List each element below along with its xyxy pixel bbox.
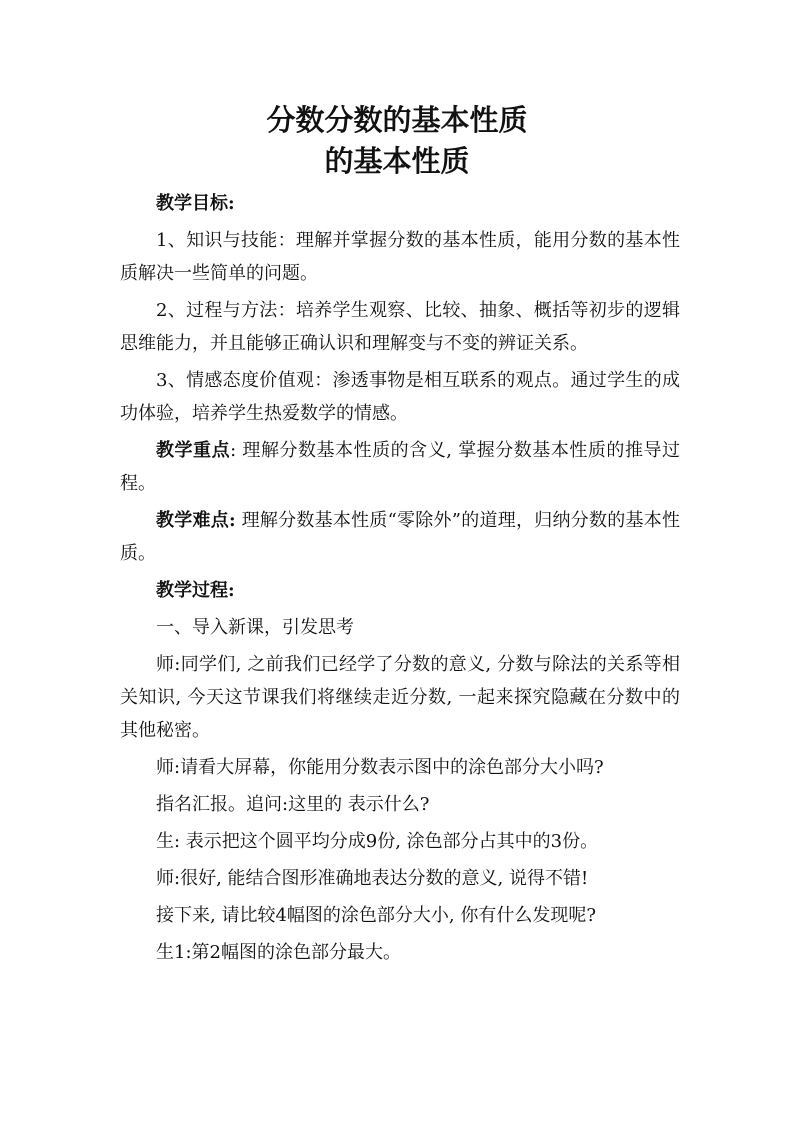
key-point-paragraph [120,434,680,500]
process-heading: 教学过程: [156,580,235,601]
paragraph-7: 生1:第2幅图的涂色部分最大。 [156,942,401,963]
section-1-heading: 一、导入新课，引发思考 [156,617,354,638]
goal-2: 2、过程与方法：培养学生观察、比较、抽象、概括等初步的逻辑思维能力，并且能够正确认识和理解变与不变的辨证关系。 [120,300,680,354]
difficulty-paragraph [120,504,680,570]
paragraph-5: 师:很好, 能结合图形准确地表达分数的意义, 说得不错! [156,868,589,889]
title-line-2: 的基本性质 [324,144,470,178]
difficulty-label: 教学难点: [156,510,236,531]
goal-1: 1、知识与技能：理解并掌握分数的基本性质，能用分数的基本性质解决一些简单的问题。 [120,230,680,284]
paragraph-2: 师:请看大屏幕，你能用分数表示图中的涂色部分大小吗? [156,757,604,778]
difficulty-text: 理解分数基本性质“零除外”的道理，归纳分数的基本性质。 [120,510,680,564]
key-point-label: 教学重点 [156,440,231,461]
title-line-1: 分数分数的基本性质 [266,103,528,137]
paragraph-1: 师:同学们, 之前我们已经学了分数的意义, 分数与除法的关系等相关知识, 今天这节课我们将继续走近分数, 一起来探究隐藏在分数中的其他秘密。 [120,654,680,741]
goal-3: 3、情感态度价值观：渗透事物是相互联系的观点。通过学生的成功体验，培养学生热爱数学的情感。 [120,370,680,424]
key-point-text: : 理解分数基本性质的含义, 掌握分数基本性质的推导过程。 [120,440,680,494]
goals-heading: 教学目标: [156,193,235,214]
paragraph-4: 生: 表示把这个圆平均分成9份, 涂色部分占其中的3份。 [156,831,599,852]
paragraph-6: 接下来, 请比较4幅图的涂色部分大小, 你有什么发现呢? [156,905,596,926]
paragraph-3: 指名汇报。追问:这里的 表示什么? [156,794,430,815]
document-body [120,187,680,973]
